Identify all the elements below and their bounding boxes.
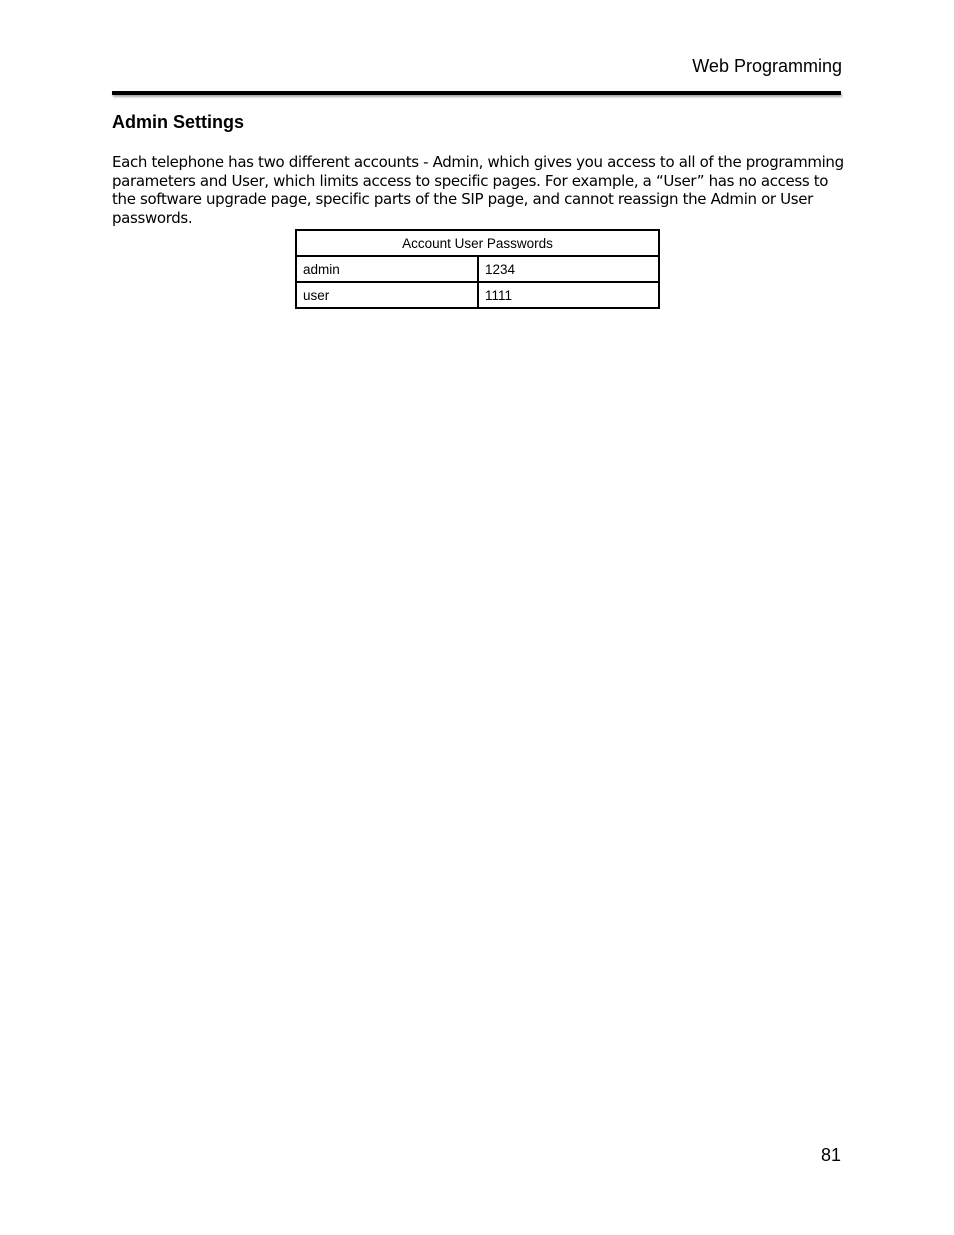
table-row (296, 256, 659, 282)
table-row (296, 282, 659, 308)
page-number: 81 (820, 1145, 841, 1165)
password-cell: 1111 (478, 282, 659, 308)
table-caption: Account User Passwords (296, 230, 659, 256)
header-rule (112, 91, 841, 95)
account-cell: admin (296, 256, 478, 282)
section-title: Admin Settings (112, 112, 245, 132)
account-passwords-table (295, 229, 660, 309)
table-caption-row (296, 230, 659, 256)
running-header-title: Web Programming (692, 56, 842, 76)
section-body-paragraph: Each telephone has two different accounts - Admin, which gives you access to all of the programming parameters and User, which limits access to specific pages. For example, a “User” has no access to the software upgrade page, specific parts of the SIP page, and cannot reassign the Admin or User passwords. (112, 153, 844, 227)
account-cell: user (296, 282, 478, 308)
password-cell: 1234 (478, 256, 659, 282)
